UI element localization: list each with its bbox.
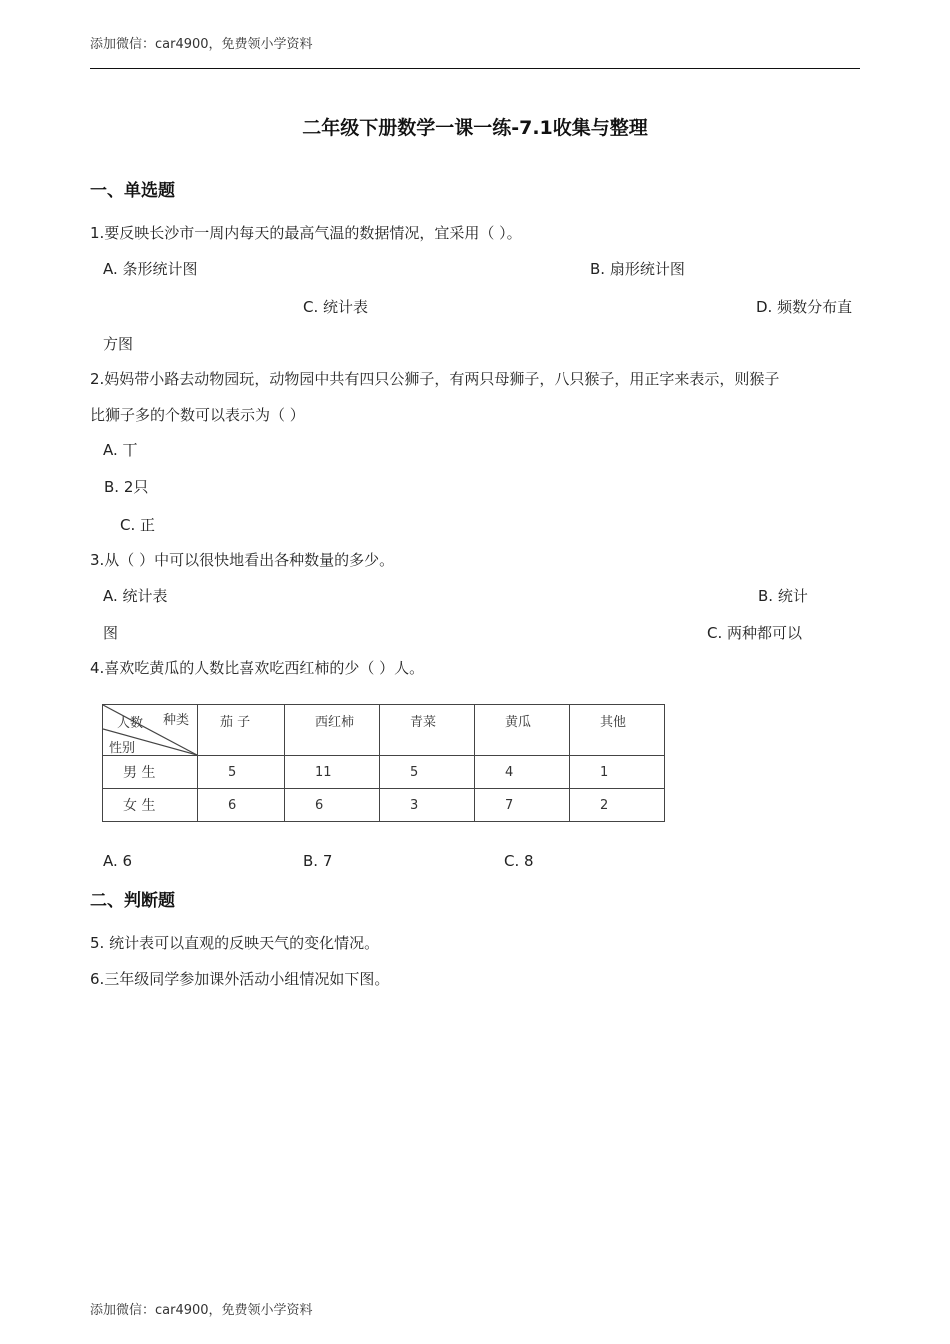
q2-option-b: B. 2只	[104, 478, 149, 496]
header-note: 添加微信：car4900，免费领小学资料	[90, 37, 313, 52]
table-row	[103, 756, 665, 789]
q1-option-d-continued: 方图	[103, 335, 134, 353]
table-corner-cell	[103, 705, 198, 756]
q4-option-c: C. 8	[504, 852, 534, 870]
table-cell: 5	[198, 756, 285, 789]
q2-option-a: A. 丅	[103, 441, 138, 459]
q1-option-b: B. 扇形统计图	[590, 260, 685, 278]
q1-option-c: C. 统计表	[303, 298, 369, 316]
column-header: 青菜	[380, 705, 475, 756]
corner-label-count: 人数	[117, 716, 144, 731]
page-title: 二年级下册数学一课一练-7.1收集与整理	[302, 117, 648, 139]
row-label-male: 男 生	[103, 756, 198, 789]
table-cell: 7	[475, 789, 570, 822]
question-3: 3.从（ ）中可以很快地看出各种数量的多少。	[90, 551, 395, 569]
q3-option-c: C. 两种都可以	[707, 624, 803, 642]
table-cell: 3	[380, 789, 475, 822]
q4-option-b: B. 7	[303, 852, 333, 870]
q2-option-c: C. 正	[120, 516, 156, 534]
q4-option-a: A. 6	[103, 852, 133, 870]
corner-label-gender: 性别	[109, 741, 136, 756]
column-header: 其他	[570, 705, 665, 756]
q1-option-a: A. 条形统计图	[103, 260, 198, 278]
section-single-choice: 一、单选题	[90, 181, 175, 201]
q1-option-d: D. 频数分布直	[756, 298, 853, 316]
table-cell: 6	[198, 789, 285, 822]
header-rule	[90, 68, 860, 69]
question-2-line-2: 比狮子多的个数可以表示为（ ）	[90, 406, 305, 424]
column-header: 黄瓜	[475, 705, 570, 756]
table-row	[103, 789, 665, 822]
table-cell: 1	[570, 756, 665, 789]
question-6: 6.三年级同学参加课外活动小组情况如下图。	[90, 970, 390, 988]
q3-option-a: A. 统计表	[103, 587, 168, 605]
question-4: 4.喜欢吃黄瓜的人数比喜欢吃西红柿的少（ ）人。	[90, 659, 425, 677]
table-cell: 2	[570, 789, 665, 822]
vegetable-preference-table	[102, 704, 665, 822]
question-1: 1.要反映长沙市一周内每天的最高气温的数据情况，宜采用（ ）。	[90, 224, 522, 242]
column-header: 茄 子	[198, 705, 285, 756]
table-cell: 11	[285, 756, 380, 789]
table-cell: 4	[475, 756, 570, 789]
question-5: 5. 统计表可以直观的反映天气的变化情况。	[90, 934, 380, 952]
column-header: 西红柿	[285, 705, 380, 756]
table-cell: 6	[285, 789, 380, 822]
q3-option-b-continued: 图	[103, 624, 119, 642]
question-2-line-1: 2.妈妈带小路去动物园玩，动物园中共有四只公狮子，有两只母狮子，八只猴子，用正字来表示，则猴子	[90, 370, 780, 388]
table-cell: 5	[380, 756, 475, 789]
row-label-female: 女 生	[103, 789, 198, 822]
q3-option-b: B. 统计	[758, 587, 808, 605]
footer-note: 添加微信：car4900，免费领小学资料	[90, 1303, 313, 1318]
corner-label-category: 种类	[163, 713, 190, 728]
section-true-false: 二、判断题	[90, 891, 175, 911]
